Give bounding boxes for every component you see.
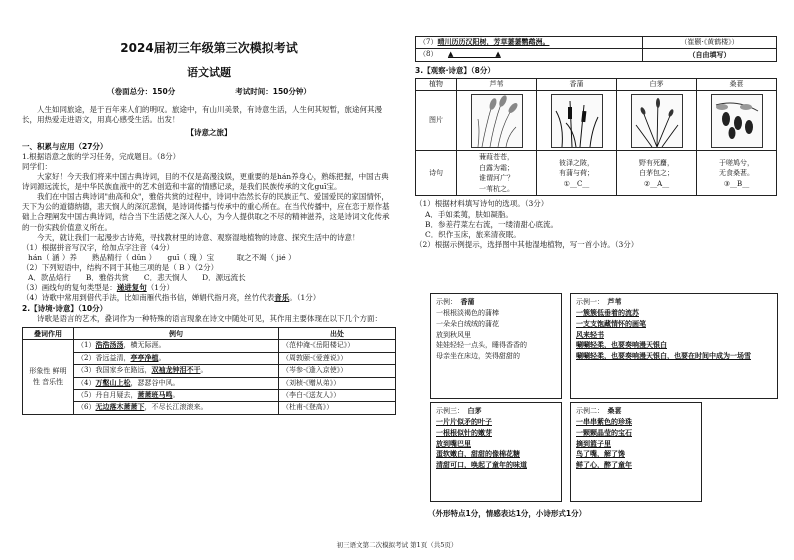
exam-time: 考试时间：150分钟） [235,87,311,97]
poem-cell: 于嗟鸠兮， 无食桑葚。 ③__B__ [697,151,777,196]
left-column [22,40,396,415]
table-row [23,352,396,364]
option-c: C．织作玉床，旅来清夜眠。 [425,229,521,239]
plant-image-cell [617,91,697,151]
sub-question-3: （3）画线句的复句类型是：递进复句（1分） [22,283,175,293]
example-cell: （6）无边落木萧萧下，不尽长江滚滚来。 [74,402,279,414]
example-box-cogongrass: 示例三： 白茅 一片片似矛的叶子 一根根似针的嫩芽 放到嘴巴里 蛋软嫩白，甜甜的像棉花糖 清甜可口，唤起了童年的味道 [430,402,562,502]
reduplication-table-continued [415,36,777,62]
plant-name: 桑葚 [697,79,777,91]
example-cell: （8） ▲ ▲ [416,49,643,61]
passage-para-2: 我们在中国古典诗词"曲高和众"，雅俗共赏的过程中，诗词中浩然长存的民族正气、爱国爱民的家国情怀，天下为公的道德纳德，悲天悯人的深沉悲悯，是诗词传播与传承中的重心所在。在当代传播中，应在恋于原作基础上合理阐发中国古典诗词，结合当下生活使之深入人心，为今人提供取之不尽的精神滋养，这是诗词文化传承的一份实践价值意义所在。 [22,192,390,232]
question-3: 3.【观察·诗意】（8分） [415,65,495,75]
example-cell: （7）晴川历历汉阳树，芳草萋萋鹦鹉洲。 [416,37,643,49]
question-2-desc: 诗歌是语言的艺术，叠词作为一种特殊的语言现象在诗文中随处可见，其作用主要体现在以下几个方面： [37,313,382,323]
cattail-image [551,94,603,148]
example-box-reed: 示例一： 芦苇 一簇簇低垂着的流苏 一支支饱藏情怀的画笔 风来轻书 唰唰轻柔，也要奏响漫天银白 唰唰轻柔，也要奏响漫天银白，也要在时间中成为一场雪 [570,293,778,399]
example-box-cattail: 示例： 香蒲 一根根淡褐色的蒲棒 一朵朵白绒绒的蒲花 放到秋风里 娃娃轻轻一点头，睡得香香的 母亲坐在床边，笑得甜甜的 [430,293,562,399]
mulberry-image [711,94,763,148]
plant-name: 香蒲 [537,79,617,91]
example-cell: （2）香远益清，亭亭净植。 [74,352,279,364]
row-label: 诗句 [416,151,457,196]
table-row [23,365,396,377]
q3-sub1: （1）根据材料填写诗句的选项。（3分） [415,199,549,209]
plant-name-row [416,79,777,91]
plant-name: 白茅 [617,79,697,91]
poem-cell: 蒹葭苍苍， 白露为霜； 谁谓河广？ 一苇杭之。 [457,151,537,196]
source-cell: （周敦颐·《爱莲说》） [279,352,396,364]
table-row [416,49,777,61]
row-label: 植物 [416,79,457,91]
reduplication-table [22,327,396,415]
part1-heading: 一、积累与应用（27分） [22,141,108,151]
plant-image-row [416,91,777,151]
page-footer: 初三语文第二次模拟考试 第1页（共5页） [336,541,458,549]
plant-name: 芦苇 [457,79,537,91]
reed-image [471,94,523,148]
answer-4: 音乐 [274,293,290,303]
question-1: 1.根据语意之旅的学习任务，完成题目。（8分） [22,151,181,161]
cogongrass-image [631,94,683,148]
section-tag: 【诗意之旅】 [186,128,232,138]
source-cell: （岑参·《逢入京使》） [279,365,396,377]
total-score: （卷面总分：150分 [107,87,176,97]
poem-cell: 野有死麕， 白茅包之； ②__A__ [617,151,697,196]
plant-poem-row [416,151,777,196]
example-cell: （3）我国家乡在路远，双袖龙钟泪不干。 [74,365,279,377]
plant-table [415,78,777,196]
table-row [23,402,396,414]
table-row [23,389,396,401]
table-row [416,37,777,49]
greeting: 同学们： [22,161,52,171]
passage-para-1: 大家好！今天我们将来中国古典诗词，目的不仅是高漫浅娱，更重要的是hán养身心，熟练把握，中国古典诗词源远流长，是中华民族血液中的艺术创造和丰富的情感记录，是我们民族传承的文化guī宝。 [22,171,389,192]
intro-paragraph: 人生如同旅途，是于百年来人们的明叹。旅途中，有山川美景，有诗意生活，人生何其短暂，旅途何其漫长，用热爱走进语文，用真心感受生活。出发！ [22,105,382,125]
table-row [23,377,396,389]
sub-question-2: （2）下列短语中，结构不同于其他三项的是（ B ）（2分） [22,263,219,273]
table-header: 出处 [279,327,396,339]
sub-question-4: （4）诗歌中常用到借代手法，比如南雁代指书信，婵娟代指月亮，丝竹代表音乐。（1分） [22,293,321,303]
answer-3: 递进复句 [116,283,147,293]
plant-image-cell [537,91,617,151]
category-cell: 形象性 鲜明性 音乐性 [23,340,74,415]
plant-image-cell [457,91,537,151]
source-cell: （范仲淹·《岳阳楼记》） [279,340,396,352]
example-box-mulberry: 示例二： 桑葚 一串串紫色的珍珠 一颗颗晶莹的宝石 摘到篮子里 鸟了嘴，解了馋 鲜了心，醉了童年 [570,402,702,502]
source-cell: （李白·《送友人》） [279,389,396,401]
source-cell: （自由填写） [643,49,777,61]
table-row [23,340,396,352]
right-column [415,36,777,250]
source-cell: （刘桢·《赠从弟》） [279,377,396,389]
plant-image-cell [697,91,777,151]
table-header: 例句 [74,327,279,339]
exam-subtitle: 语文试题 [187,66,231,80]
example-cell: （5）丹自月疑去，萧萧班马鸣。 [74,389,279,401]
source-cell: （崔颢·《黄鹤楼》） [643,37,777,49]
row-label: 图片 [416,91,457,151]
table-header: 叠词作用 [23,327,74,339]
passage-para-3: 今天，就让我们一起漫步古诗苑，寻找教材里的诗意、观察湿地植物的诗意、探究生活中的诗意！ [37,232,360,242]
sub-question-1: （1）根据拼音写汉字，给加点字注音（4分） [22,242,175,252]
poem-cell: 彼泽之陂， 有蒲与荷； ①__C__ [537,151,617,196]
scoring-note: （外形特点1分，情感表达1分，小诗形式1分） [428,509,587,518]
example-cell: （4）万壑山上松，瑟瑟谷中风。 [74,377,279,389]
q3-sub2: （2）根据示例提示，选择图中其他湿地植物，写一首小诗。（3分） [415,239,639,249]
option-b: B．参差荇菜左右流，一缕清甜心底流。 [425,219,559,229]
exam-title: 2024届初三年级第三次模拟考试 [120,41,298,55]
question-2: 2.【诗境·诗意】（10分） [22,303,108,313]
exam-meta [22,87,396,97]
source-cell: （杜甫·《登高》） [279,402,396,414]
option-a: A．手如柔荑，肤如凝脂。 [425,209,513,219]
options-line: A．款品焙行 B．雅俗共赏 C．悲天悯人 D．源远流长 [28,273,246,283]
pinyin-line: hán（ 涵 ）养 熟品精行（ dǔn ） guī（ 瑰 ）宝 取之不竭（ jié ） [28,252,296,262]
table-header-row [23,327,396,339]
example-cell: （1）浩浩汤汤，横无际涯。 [74,340,279,352]
